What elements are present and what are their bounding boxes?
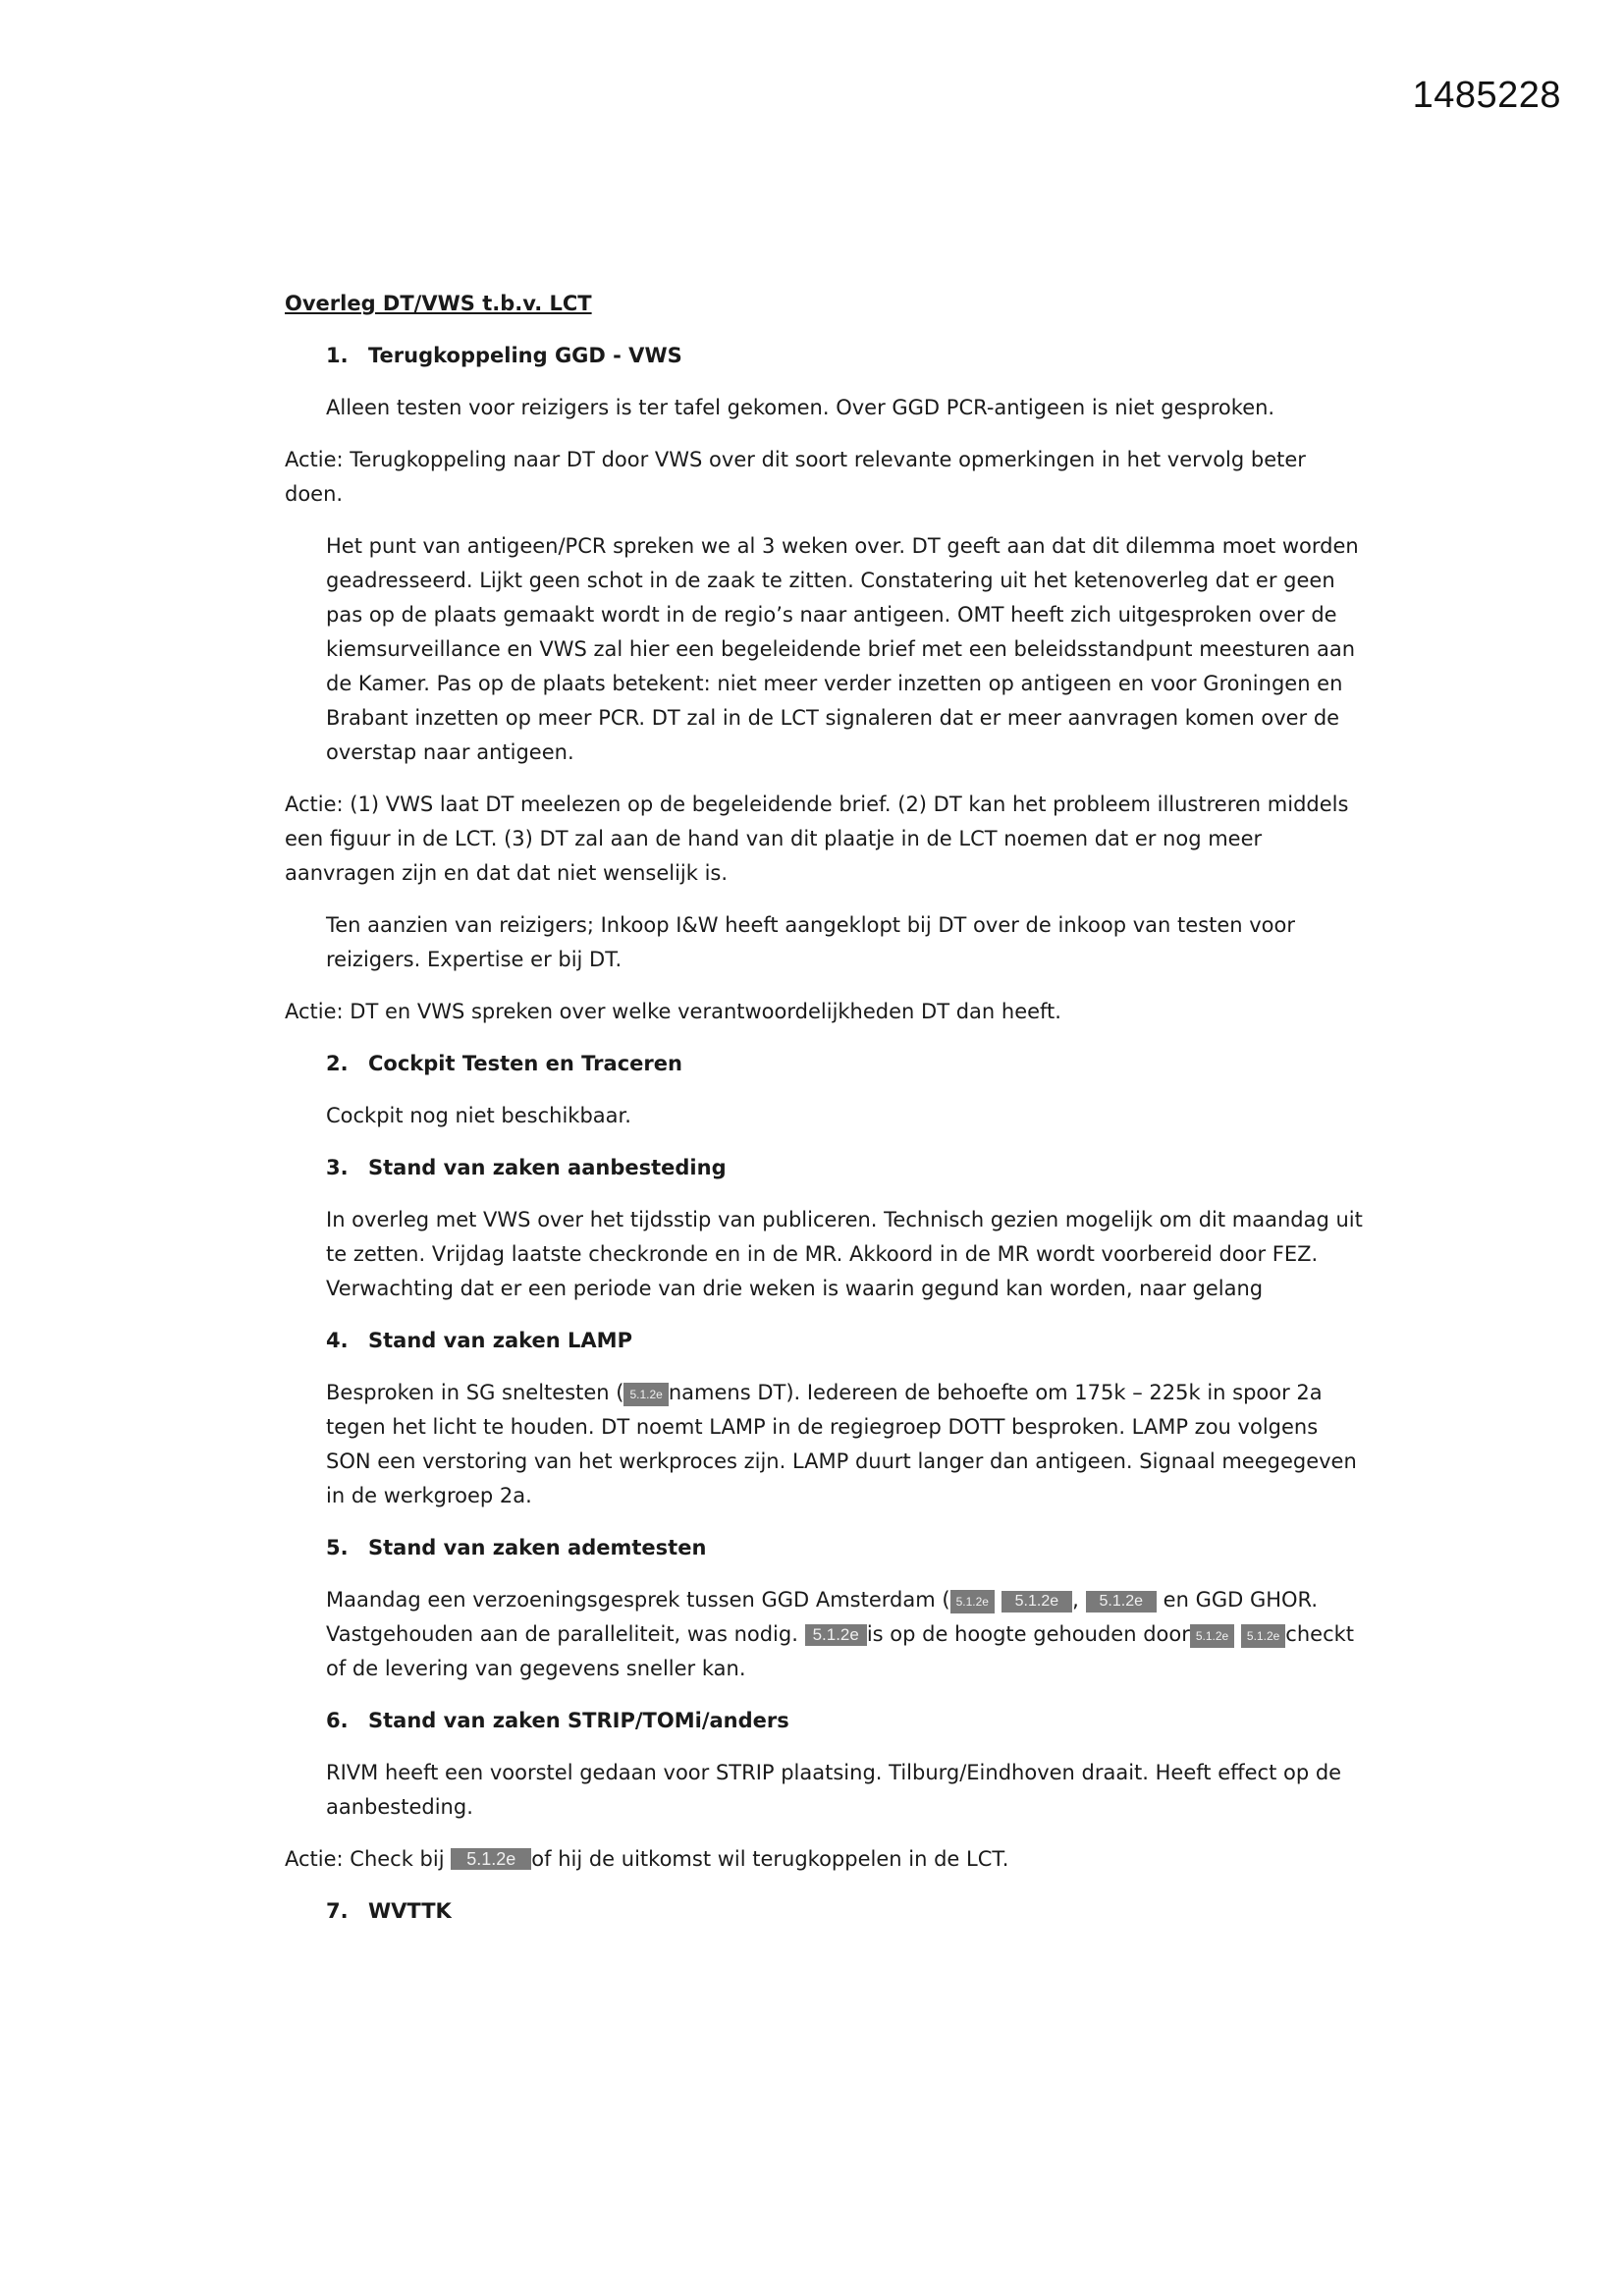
section-heading-1 [326, 339, 1365, 373]
redaction-box: 5.1.2e [451, 1848, 531, 1870]
document-body [285, 287, 1365, 1946]
section-heading-2 [326, 1047, 1365, 1081]
section-title: Stand van zaken aanbesteding [368, 1156, 727, 1179]
redaction-box: 5.1.2e [1001, 1591, 1072, 1613]
section-title: Stand van zaken ademtesten [368, 1536, 707, 1559]
section-number: 6. [326, 1709, 349, 1732]
section-heading-4 [326, 1324, 1365, 1358]
paragraph-with-redaction [326, 1583, 1365, 1686]
text-run: checkt of de levering van gegevens sneller kan. [326, 1622, 1355, 1680]
section-title: Stand van zaken STRIP/TOMi/anders [368, 1709, 789, 1732]
section-title: Stand van zaken LAMP [368, 1329, 632, 1352]
action-paragraph: Actie: Terugkoppeling naar DT door VWS over dit soort relevante opmerkingen in het vervolg beter doen. [285, 448, 1306, 506]
document-title: Overleg DT/VWS t.b.v. LCT [285, 292, 592, 315]
paragraph: Het punt van antigeen/PCR spreken we al 3 weken over. DT geeft aan dat dit dilemma moet worden geadresseerd. Lijkt geen schot in de zaak te zitten. Constatering uit het ketenoverleg dat er geen pas op de plaats gemaakt wordt in de regio’s naar antigeen. OMT heeft zich uitgesproken over de kiemsurveillance en VWS zal hier een begeleidende brief met een beleidsstandpunt meesturen aan de Kamer. Pas op de plaats betekent: niet meer verder inzetten op antigeen en voor Groningen en Brabant inzetten op meer PCR. DT zal in de LCT signaleren dat er meer aanvragen komen over de overstap naar antigeen. [326, 534, 1359, 764]
paragraph: RIVM heeft een voorstel gedaan voor STRIP plaatsing. Tilburg/Eindhoven draait. Heeft effect op de aanbesteding. [326, 1761, 1342, 1819]
section-number: 3. [326, 1156, 349, 1179]
text-run: Actie: Check bij [285, 1847, 452, 1871]
section-number: 4. [326, 1329, 349, 1352]
text-run: namens DT). Iedereen de behoefte om 175k – 225k in spoor 2a tegen het licht te houden. DT noemt LAMP in de regiegroep DOTT besproken. LAMP zou volgens SON een verstoring van het werkproces zijn. LAMP duurt langer dan antigeen. Signaal meegegeven in de werkgroep 2a. [326, 1381, 1357, 1507]
section-number: 7. [326, 1899, 349, 1923]
text-run: Besproken in SG sneltesten ( [326, 1381, 624, 1404]
action-paragraph: Actie: DT en VWS spreken over welke verantwoordelijkheden DT dan heeft. [285, 1000, 1061, 1023]
document-id: 1485228 [1412, 75, 1561, 116]
text-run: Maandag een verzoeningsgesprek tussen GGD Amsterdam ( [326, 1588, 950, 1612]
section-heading-7 [326, 1894, 1365, 1929]
section-title: Cockpit Testen en Traceren [368, 1052, 682, 1075]
section-number: 2. [326, 1052, 349, 1075]
section-heading-3 [326, 1151, 1365, 1185]
text-run: en GGD GHOR. Vastgehouden aan de paralleliteit, was nodig. [326, 1588, 1319, 1646]
text-run: is op de hoogte gehouden door [866, 1622, 1190, 1646]
text-run: of hij de uitkomst wil terugkoppelen in de LCT. [531, 1847, 1009, 1871]
section-number: 1. [326, 344, 349, 367]
section-heading-5 [326, 1531, 1365, 1565]
paragraph: Cockpit nog niet beschikbaar. [326, 1104, 631, 1127]
redaction-box: 5.1.2e [1241, 1624, 1285, 1648]
paragraph: Alleen testen voor reizigers is ter tafel gekomen. Over GGD PCR-antigeen is niet gesproken. [326, 396, 1275, 419]
redaction-box: 5.1.2e [623, 1383, 668, 1406]
section-heading-6 [326, 1704, 1365, 1738]
redaction-box: 5.1.2e [1086, 1591, 1157, 1613]
action-paragraph: Actie: (1) VWS laat DT meelezen op de begeleidende brief. (2) DT kan het probleem illustreren middels een figuur in de LCT. (3) DT zal aan de hand van dit plaatje in de LCT noemen dat er nog meer aanvragen zijn en dat dat niet wenselijk is. [285, 793, 1349, 885]
action-paragraph [285, 1842, 1365, 1877]
text-run: , [1072, 1588, 1079, 1612]
redaction-box: 5.1.2e [1190, 1624, 1234, 1648]
section-title: WVTTK [368, 1899, 452, 1923]
paragraph: In overleg met VWS over het tijdsstip van publiceren. Technisch gezien mogelijk om dit maandag uit te zetten. Vrijdag laatste checkronde en in de MR. Akkoord in de MR wordt voorbereid door FEZ. Verwachting dat er een periode van drie weken is waarin gegund kan worden, naar gelang [326, 1208, 1363, 1300]
redaction-box: 5.1.2e [805, 1624, 867, 1646]
redaction-box: 5.1.2e [950, 1590, 995, 1613]
section-number: 5. [326, 1536, 349, 1559]
section-title: Terugkoppeling GGD - VWS [368, 344, 682, 367]
paragraph: Ten aanzien van reizigers; Inkoop I&W heeft aangeklopt bij DT over de inkoop van testen voor reizigers. Expertise er bij DT. [326, 913, 1296, 971]
paragraph-with-redaction [326, 1376, 1365, 1513]
